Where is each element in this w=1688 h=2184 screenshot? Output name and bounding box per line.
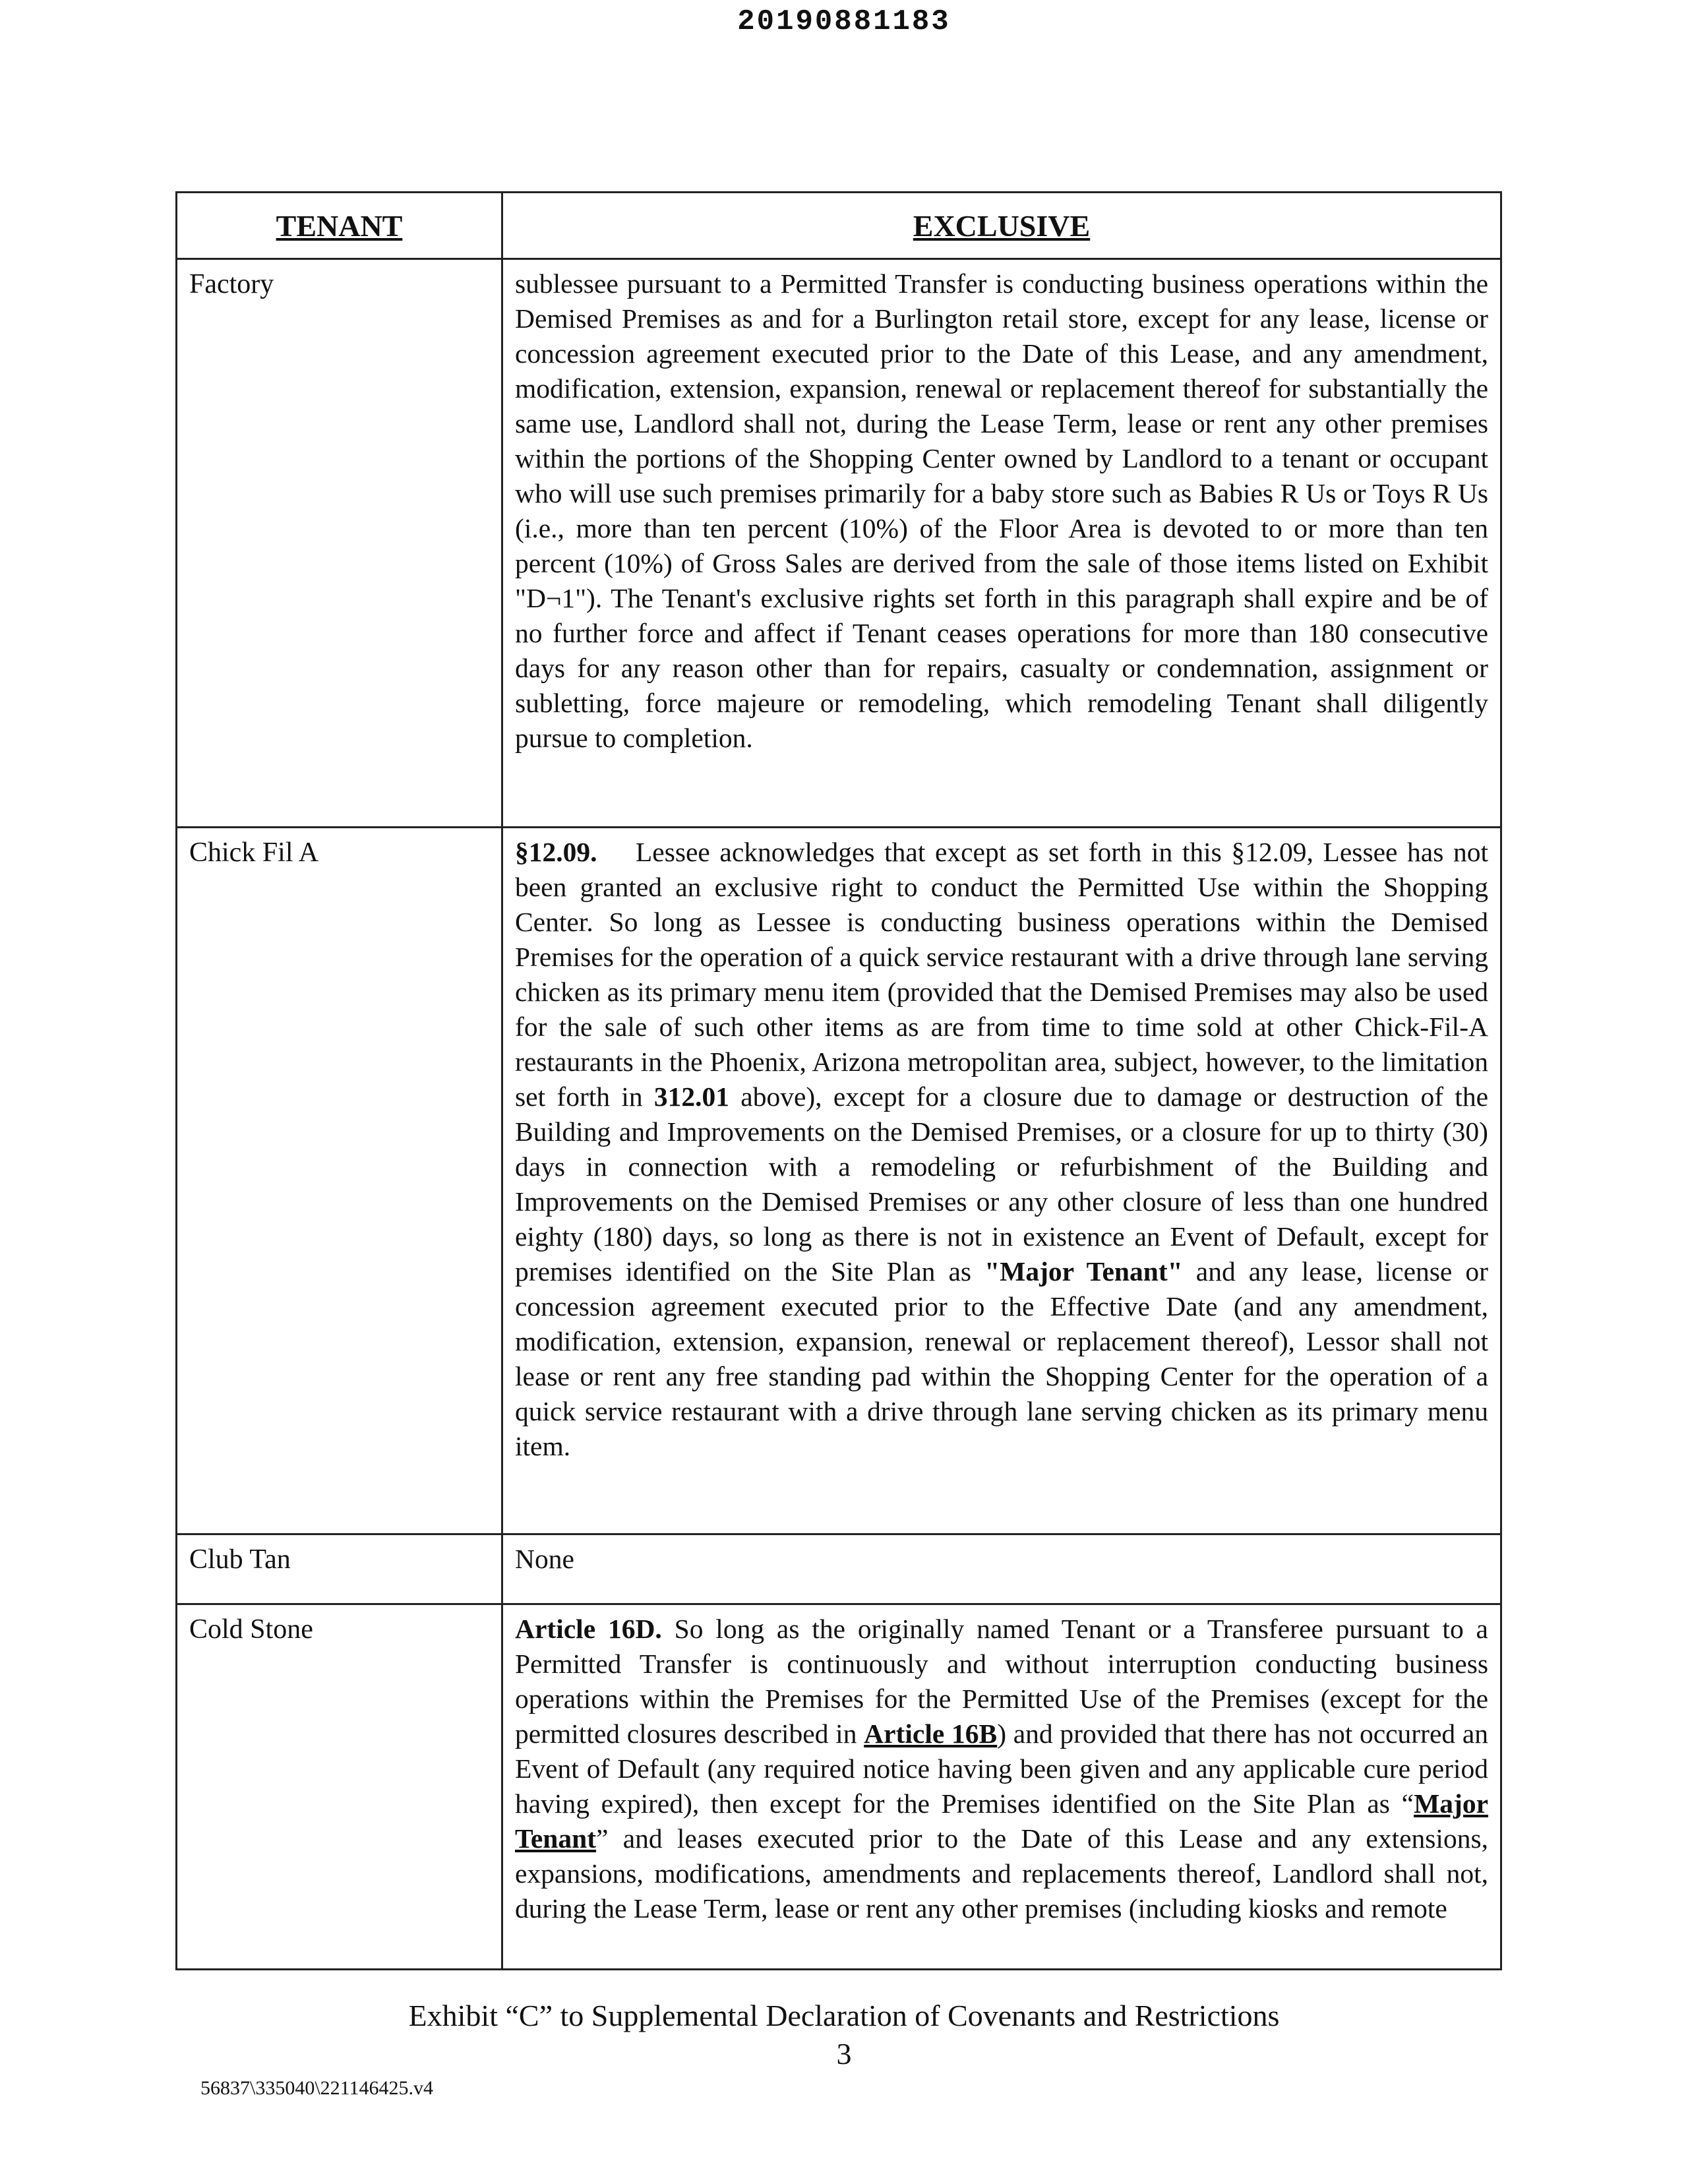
exclusive-text: So long as the originally named Tenant or a Transferee pursuant to a Permitted Transfer is continuously and without interruption conducting business operations within the Premises for the Permitted Use of the Premises (except for the permitted closures described in (515, 1614, 1488, 1749)
major-tenant-term: Major Tenant (515, 1788, 1488, 1854)
exclusive-text-cell: sublessee pursuant to a Permitted Transfer is conducting business operations within the Demised Premises as and for a Burlington retail store, except for any lease, license or concession agreement executed prior to the Date of this Lease, and any amendment, modification, extension, expansion, renewal or replacement thereof for substantially the same use, Landlord shall not, during the Lease Term, lease or rent any other premises within the portions of the Shopping Center owned by Landlord to a tenant or occupant who will use such premises primarily for a baby store such as Babies R Us or Toys R Us (i.e., more than ten percent (10%) of the Floor Area is devoted to or more than ten percent (10%) of Gross Sales are derived from the sale of those items listed on Exhibit "D¬1"). The Tenant's exclusive rights set forth in this paragraph shall expire and be of no further force and affect if Tenant ceases operations for more than 180 consecutive days for any reason other than for repairs, casualty or condemnation, assignment or subletting, force majeure or remodeling, which remodeling Tenant shall diligently pursue to completion. (502, 259, 1501, 828)
exclusive-text: above), except for a closure due to damage or destruction of the Building and Improvements on the Demised Premises, or a closure for up to thirty (30) days in connection with a remodeling or refurbishment of the Building and Improvements on the Demised Premises or any other closure of less than one hundred eighty (180) days, so long as there is not in existence an Event of Default, except for premises identified on the Site Plan as (515, 1081, 1488, 1287)
document-number: 20190881183 (737, 5, 951, 38)
page-number: 3 (836, 2037, 852, 2071)
exclusive-text: and any lease, license or concession agreement executed prior to the Effective Date (and any amendment, modification, extension, expansion, renewal or replacement thereof), Lessor shall not lease or rent any free standing pad within the Shopping Center for the operation of a quick service restaurant with a drive through lane serving chicken as its primary menu item. (515, 1256, 1488, 1461)
tenant-name-cell: Club Tan (177, 1534, 502, 1604)
table-row (177, 828, 1501, 1534)
tenant-name-cell: Chick Fil A (177, 828, 502, 1534)
column-header-exclusive: EXCLUSIVE (502, 193, 1501, 259)
exclusive-text-cell: None (502, 1534, 1501, 1604)
column-header-tenant: TENANT (177, 193, 502, 259)
exclusive-text: ) and provided that there has not occurred an Event of Default (any required notice having been given and any applicable cure period having expired), then except for the Premises identified on the Site Plan as “ (515, 1718, 1488, 1819)
section-reference: §12.09. (515, 837, 597, 867)
exclusive-text-cell (502, 828, 1501, 1534)
exhibit-caption: Exhibit “C” to Supplemental Declaration of Covenants and Restrictions (408, 1999, 1280, 2032)
exclusive-text: ” and leases executed prior to the Date of this Lease and any extensions, expansions, modifications, amendments and replacements thereof, Landlord shall not, during the Lease Term, lease or rent any other premises (including kiosks and remote (515, 1823, 1488, 1924)
table-row (177, 1534, 1501, 1604)
document-reference: 56837\335040\221146425.v4 (200, 2077, 434, 2099)
exclusive-text-cell (502, 1604, 1501, 1970)
tenant-name-cell: Cold Stone (177, 1604, 502, 1970)
major-tenant-term: "Major Tenant" (984, 1256, 1183, 1287)
section-reference: 312.01 (653, 1081, 729, 1112)
tenant-exclusives-table (175, 191, 1502, 1970)
table-row (177, 259, 1501, 828)
exclusive-text: Lessee acknowledges that except as set forth in this §12.09, Lessee has not been granted an exclusive right to conduct the Permitted Use within the Shopping Center. So long as Lessee is conducting business operations within the Demised Premises for the operation of a quick service restaurant with a drive through lane serving chicken as its primary menu item (provided that the Demised Premises may also be used for the sale of such other items as are from time to time sold at other Chick-Fil-A restaurants in the Phoenix, Arizona metropolitan area, subject, however, to the limitation set forth in (515, 837, 1488, 1112)
article-reference: Article 16B (864, 1718, 998, 1749)
tenant-name-cell: Factory (177, 259, 502, 828)
table-row (177, 1604, 1501, 1970)
section-reference: Article 16D. (515, 1614, 662, 1644)
table-header-row (177, 193, 1501, 259)
